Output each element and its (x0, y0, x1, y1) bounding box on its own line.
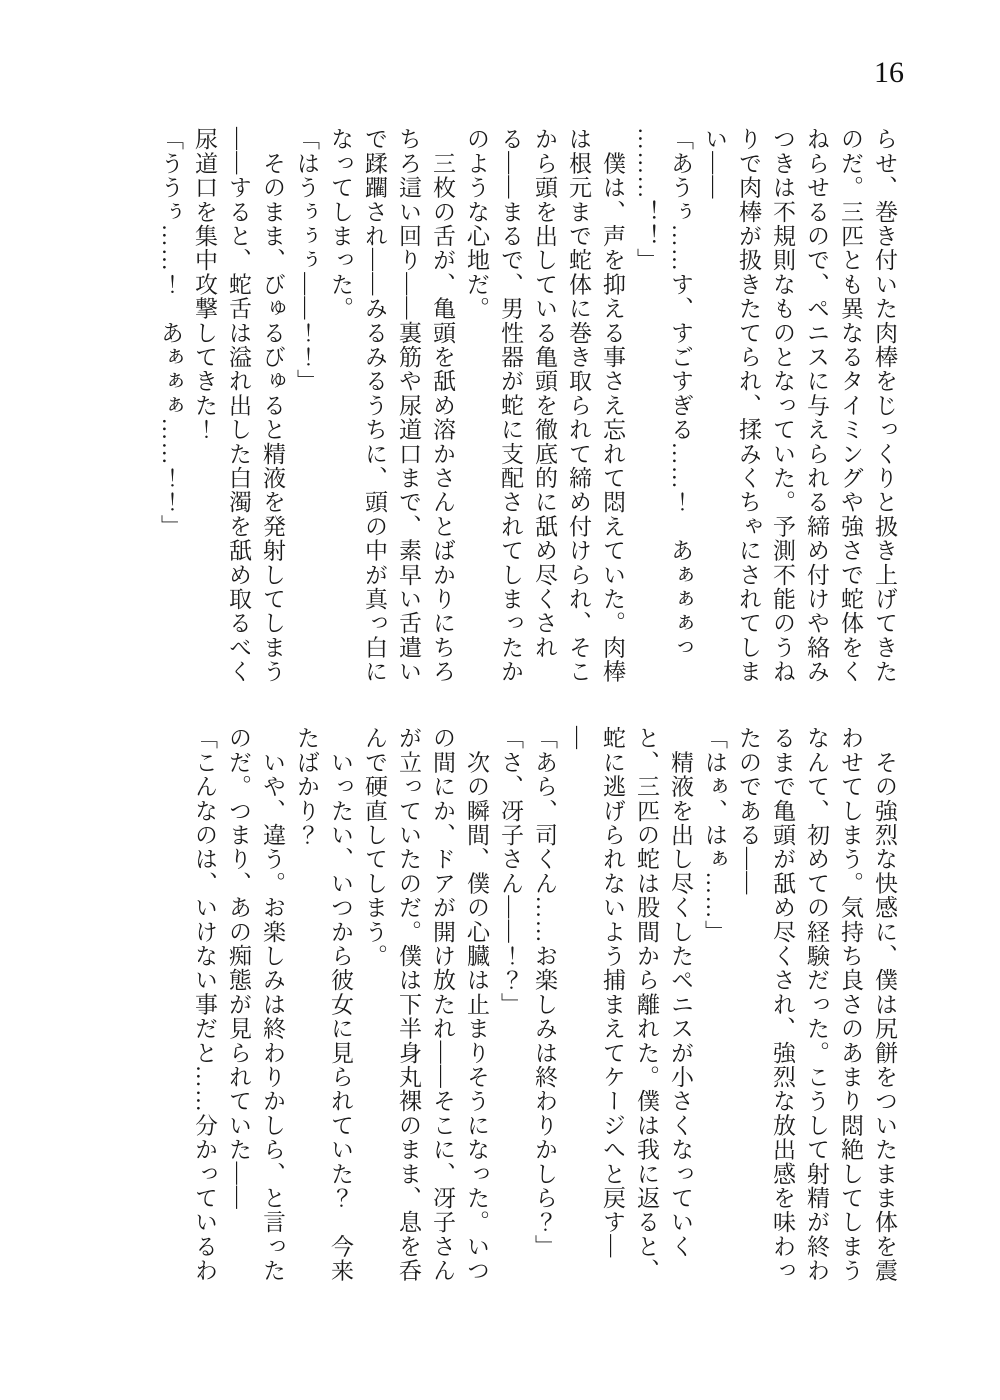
text-line: いや、違う。お楽しみは終わりかしら、と言った (260, 726, 285, 1283)
text-line: わせてしまう。気持ち良さのあまり悶絶してしまう (838, 726, 863, 1283)
text-line: 「あら、司くん……お楽しみは終わりかしら？」 (532, 726, 557, 1259)
text-line: らせ、巻き付いた肉棒をじっくりと扱き上げてきた (872, 127, 897, 684)
text-line: んで硬直してしまう。 (362, 726, 387, 968)
text-line: 「ううぅ……！ あぁぁぁ……！！」 (158, 127, 183, 539)
text-line: 次の瞬間、僕の心臓は止まりそうになった。いつ (464, 726, 489, 1283)
text-line: のだ。つまり、あの痴態が見られていた―― (226, 726, 251, 1210)
page-number: 16 (874, 56, 904, 89)
text-line: ――すると、蛇舌は溢れ出した白濁を舐め取るべく (226, 127, 251, 684)
text-line: で蹂躙され――みるみるうちに、頭の中が真っ白に (362, 127, 387, 684)
text-line: りで肉棒が扱きたてられ、揉みくちゃにされてしま (736, 127, 761, 684)
text-line: ………！！」 (634, 127, 659, 273)
text-line: そのまま、びゅるびゅると精液を発射してしまう (260, 127, 285, 684)
text-line: たばかり？ (294, 726, 319, 847)
text-line: 三枚の舌が、亀頭を舐め溶かさんとばかりにちろ (430, 127, 455, 684)
text-line: ねらせるので、ペニスに与えられる締め付けや絡み (804, 127, 829, 684)
text-line: 蛇に逃げられないよう捕まえてケージへと戻す― (600, 726, 625, 1259)
text-line: るまで亀頭が舐め尽くされ、強烈な放出感を味わっ (770, 726, 795, 1283)
text-line: から頭を出している亀頭を徹底的に舐め尽くされ (532, 127, 557, 660)
text-line: なんて、初めての経験だった。こうして射精が終わ (804, 726, 829, 1283)
text-line: 精液を出し尽くしたペニスが小さくなっていく (668, 726, 693, 1259)
text-line: ― (566, 726, 591, 751)
text-line: なってしまった。 (328, 127, 353, 321)
text-line: 「はうぅぅぅ――！！」 (294, 127, 319, 394)
text-line: い―― (702, 127, 727, 200)
text-line: ちろ這い回り――裏筋や尿道口まで、素早い舌遣い (396, 127, 421, 684)
bottom-text-band (187, 726, 901, 1301)
text-line: その強烈な快感に、僕は尻餅をついたまま体を震 (872, 726, 897, 1283)
text-line: たのである―― (736, 726, 761, 896)
text-line: 尿道口を集中攻撃してきた！ (192, 127, 217, 442)
text-line: のだ。三匹とも異なるタイミングや強さで蛇体をく (838, 127, 863, 684)
text-line: は根元まで蛇体に巻き取られて締め付けられ、そこ (566, 127, 591, 684)
text-line: 僕は、声を抑える事さえ忘れて悶えていた。肉棒 (600, 127, 625, 684)
text-line: が立っていたのだ。僕は下半身丸裸のまま、息を呑 (396, 726, 421, 1283)
text-line: る――まるで、男性器が蛇に支配されてしまったか (498, 127, 523, 684)
text-line: の間にか、ドアが開け放たれ――そこに、冴子さん (430, 726, 455, 1283)
top-text-band (153, 127, 901, 702)
text-line: いったい、いつから彼女に見られていた？ 今来 (328, 726, 353, 1283)
text-line: 「さ、冴子さん――！？」 (498, 726, 523, 1017)
text-line: 「はぁ、はぁ……」 (702, 726, 727, 944)
text-line: つきは不規則なものとなっていた。予測不能のうね (770, 127, 795, 684)
text-line: のような心地だ。 (464, 127, 489, 321)
text-line: と、三匹の蛇は股間から離れた。僕は我に返ると、 (634, 726, 659, 1283)
text-line: 「こんなのは、いけない事だと……分かっているわ (192, 726, 217, 1283)
text-line: 「あうぅ……す、すごすぎる……！ あぁぁぁっ (668, 127, 693, 660)
